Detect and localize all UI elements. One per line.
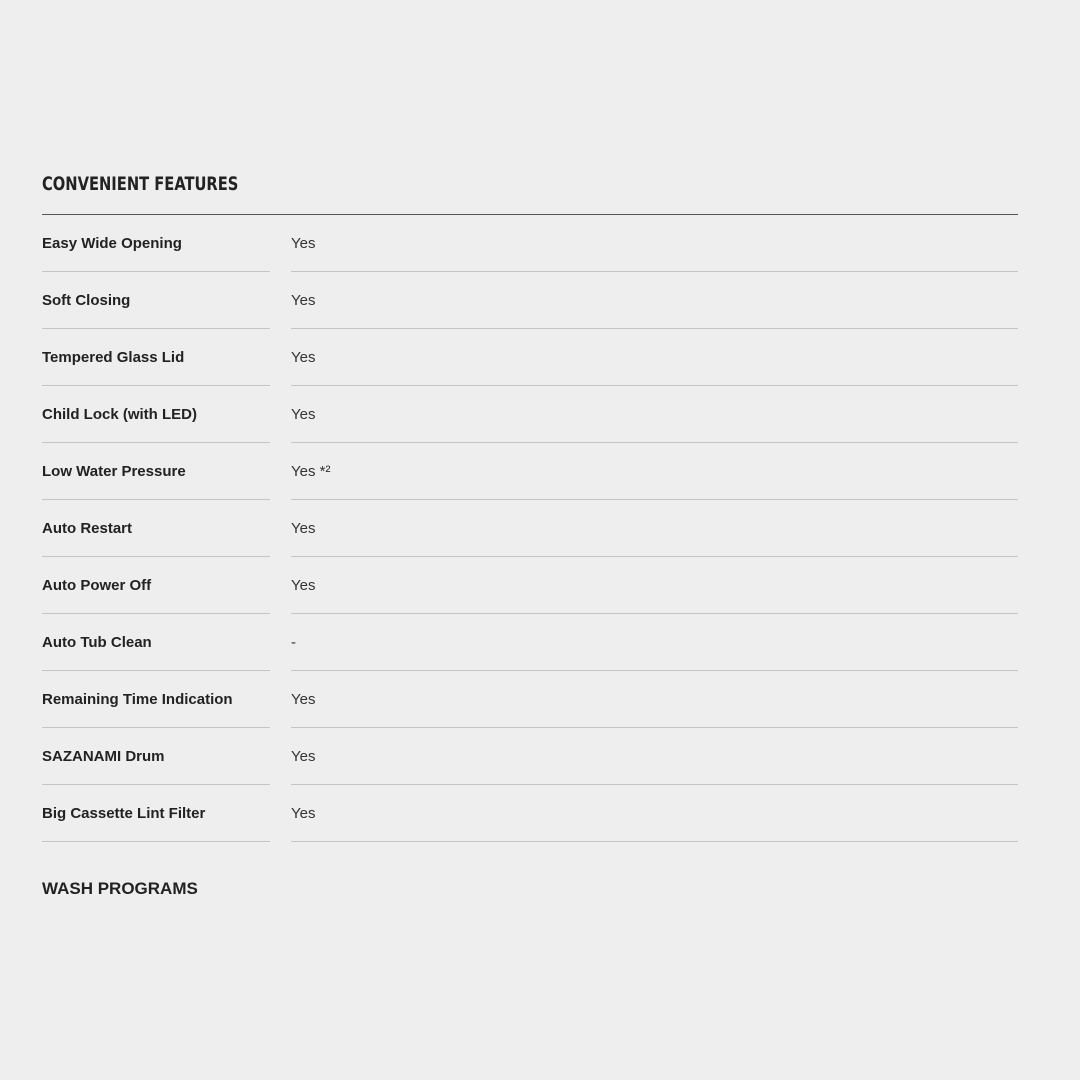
feature-label: Auto Power Off bbox=[42, 557, 270, 614]
feature-value: - bbox=[291, 614, 1018, 671]
feature-label: Auto Tub Clean bbox=[42, 614, 270, 671]
feature-label: Easy Wide Opening bbox=[42, 215, 270, 272]
feature-label: Child Lock (with LED) bbox=[42, 386, 270, 443]
feature-value: Yes bbox=[291, 329, 1018, 386]
feature-value: Yes bbox=[291, 557, 1018, 614]
table-row bbox=[42, 728, 1018, 785]
feature-value: Yes *² bbox=[291, 443, 1018, 500]
table-row bbox=[42, 785, 1018, 842]
feature-label: Low Water Pressure bbox=[42, 443, 270, 500]
table-row bbox=[42, 443, 1018, 500]
next-section-title: WASH PROGRAMS bbox=[42, 879, 198, 898]
section-title: CONVENIENT FEATURES bbox=[42, 173, 239, 195]
feature-value: Yes bbox=[291, 671, 1018, 728]
table-row bbox=[42, 215, 1018, 272]
feature-value: Yes bbox=[291, 215, 1018, 272]
features-table bbox=[42, 215, 1018, 842]
feature-label: Big Cassette Lint Filter bbox=[42, 785, 270, 842]
feature-value: Yes bbox=[291, 728, 1018, 785]
feature-label: Remaining Time Indication bbox=[42, 671, 270, 728]
feature-label: Tempered Glass Lid bbox=[42, 329, 270, 386]
table-row bbox=[42, 329, 1018, 386]
feature-value: Yes bbox=[291, 386, 1018, 443]
table-row bbox=[42, 500, 1018, 557]
table-row bbox=[42, 386, 1018, 443]
table-row bbox=[42, 671, 1018, 728]
table-row bbox=[42, 272, 1018, 329]
feature-label: SAZANAMI Drum bbox=[42, 728, 270, 785]
feature-label: Auto Restart bbox=[42, 500, 270, 557]
feature-value: Yes bbox=[291, 500, 1018, 557]
feature-value: Yes bbox=[291, 785, 1018, 842]
table-row bbox=[42, 557, 1018, 614]
feature-value: Yes bbox=[291, 272, 1018, 329]
feature-label: Soft Closing bbox=[42, 272, 270, 329]
table-row bbox=[42, 614, 1018, 671]
